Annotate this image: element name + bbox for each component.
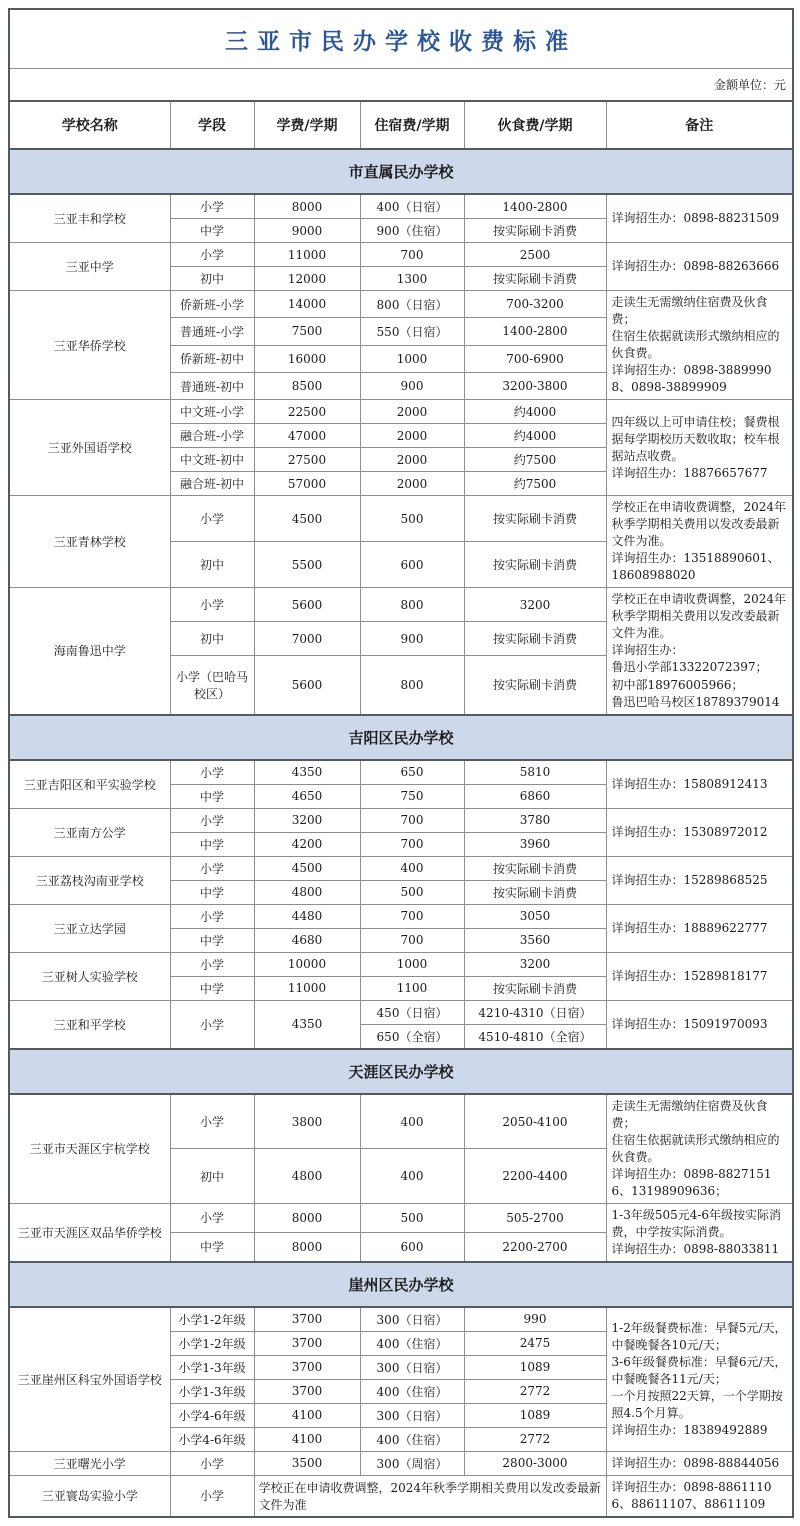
table-row xyxy=(9,808,793,832)
remark-line: 详询招生办：0898-88611106、88611107、88611109 xyxy=(611,1479,772,1511)
meal-cell: 1400-2800 xyxy=(464,194,606,219)
remark-line: 详询招生办：18876657677 xyxy=(611,465,768,480)
tuition-cell: 57000 xyxy=(254,472,360,496)
tuition-cell: 4500 xyxy=(254,496,360,542)
board-cell: 600 xyxy=(360,1232,464,1262)
stage-cell: 普通班-初中 xyxy=(170,372,254,399)
meal-cell: 3780 xyxy=(464,808,606,832)
remark-cell xyxy=(606,291,793,400)
remark-line: 初中部18976005966； xyxy=(611,677,744,692)
meal-cell: 按实际刷卡消费 xyxy=(464,622,606,656)
remark-line: 详询招生办：0898-38899908、0898-38899909 xyxy=(611,363,772,395)
school-name-cell: 三亚和平学校 xyxy=(9,1000,170,1049)
meal-cell: 约4000 xyxy=(464,424,606,448)
table-row xyxy=(9,1307,793,1332)
board-cell: 400（住宿） xyxy=(360,1427,464,1451)
board-cell: 800 xyxy=(360,588,464,622)
section-header: 市直属民办学校 xyxy=(9,149,793,194)
board-cell: 400 xyxy=(360,856,464,880)
section-header: 吉阳区民办学校 xyxy=(9,715,793,760)
stage-cell: 小学1-3年级 xyxy=(170,1355,254,1379)
stage-cell: 中文班-初中 xyxy=(170,448,254,472)
board-cell: 1000 xyxy=(360,952,464,976)
tuition-cell: 8000 xyxy=(254,1232,360,1262)
stage-cell: 小学 xyxy=(170,760,254,785)
stage-cell: 侨新班-初中 xyxy=(170,345,254,372)
section-header: 崖州区民办学校 xyxy=(9,1262,793,1307)
board-cell: 400 xyxy=(360,1149,464,1203)
remark-line: 详询招生办：15091970093 xyxy=(611,1016,768,1031)
tuition-cell: 11000 xyxy=(254,243,360,267)
tuition-cell: 22500 xyxy=(254,400,360,424)
meal-cell: 按实际刷卡消费 xyxy=(464,856,606,880)
stage-cell: 初中 xyxy=(170,267,254,291)
remark-line: 详询招生办：0898-88271516、13198909636； xyxy=(611,1166,772,1198)
tuition-cell: 4680 xyxy=(254,928,360,952)
remark-line: 住宿生依据就读形式缴纳相应的伙食费。 xyxy=(611,329,780,361)
board-cell: 400（住宿） xyxy=(360,1331,464,1355)
tuition-cell: 4650 xyxy=(254,784,360,808)
tuition-cell: 7000 xyxy=(254,622,360,656)
tuition-cell: 5600 xyxy=(254,588,360,622)
stage-cell: 初中 xyxy=(170,1149,254,1203)
board-cell: 1300 xyxy=(360,267,464,291)
school-name-cell: 三亚崖州区科宝外国语学校 xyxy=(9,1307,170,1452)
meal-cell: 按实际刷卡消费 xyxy=(464,656,606,715)
school-name-cell: 三亚市天涯区宇杭学校 xyxy=(9,1094,170,1204)
meal-cell: 约7500 xyxy=(464,448,606,472)
remark-line: 鲁迅小学部13322072397； xyxy=(611,660,768,675)
board-cell: 2000 xyxy=(360,448,464,472)
remark-cell xyxy=(606,952,793,1000)
stage-cell: 小学 xyxy=(170,1475,254,1517)
tuition-cell: 12000 xyxy=(254,267,360,291)
meal-cell: 约7500 xyxy=(464,472,606,496)
board-cell: 900 xyxy=(360,622,464,656)
stage-cell: 中学 xyxy=(170,832,254,856)
remark-cell xyxy=(606,760,793,809)
tuition-cell: 9000 xyxy=(254,219,360,243)
board-cell: 2000 xyxy=(360,400,464,424)
table-row xyxy=(9,400,793,424)
board-cell: 700 xyxy=(360,832,464,856)
fee-table xyxy=(8,8,794,1518)
remark-line: 详询招生办：0898-88033811 xyxy=(611,1241,780,1256)
remark-line: 鲁迅巴哈马校区18789379014 xyxy=(611,694,780,709)
stage-cell: 小学4-6年级 xyxy=(170,1403,254,1427)
remark-line: 走读生无需缴纳住宿费及伙食费； xyxy=(611,295,768,327)
stage-cell: 小学 xyxy=(170,496,254,542)
stage-cell: 中学 xyxy=(170,1232,254,1262)
meal-cell: 约4000 xyxy=(464,400,606,424)
stage-cell: 小学 xyxy=(170,904,254,928)
meal-cell: 1400-2800 xyxy=(464,318,606,345)
tuition-cell: 4800 xyxy=(254,880,360,904)
tuition-cell: 27500 xyxy=(254,448,360,472)
title-cell xyxy=(9,9,793,69)
remark-cell xyxy=(606,400,793,496)
meal-cell: 2772 xyxy=(464,1427,606,1451)
board-cell: 700 xyxy=(360,904,464,928)
school-name-cell: 三亚南方公学 xyxy=(9,808,170,856)
tuition-cell: 10000 xyxy=(254,952,360,976)
board-cell: 2000 xyxy=(360,472,464,496)
stage-cell: 初中 xyxy=(170,542,254,588)
remark-cell xyxy=(606,496,793,588)
board-cell: 300（日宿） xyxy=(360,1355,464,1379)
stage-cell: 小学4-6年级 xyxy=(170,1427,254,1451)
stage-cell: 小学1-3年级 xyxy=(170,1379,254,1403)
meal-cell: 3960 xyxy=(464,832,606,856)
table-row xyxy=(9,1475,793,1517)
meal-cell: 700-6900 xyxy=(464,345,606,372)
board-cell: 750 xyxy=(360,784,464,808)
stage-cell: 小学 xyxy=(170,1203,254,1232)
board-cell: 900 xyxy=(360,372,464,399)
school-name-cell: 三亚华侨学校 xyxy=(9,291,170,400)
remark-line: 详询招生办：0898-88263666 xyxy=(611,258,780,273)
board-cell: 500 xyxy=(360,1203,464,1232)
board-cell: 300（日宿） xyxy=(360,1307,464,1332)
stage-cell: 小学（巴哈马校区） xyxy=(170,656,254,715)
table-row xyxy=(9,1451,793,1475)
stage-cell: 中学 xyxy=(170,784,254,808)
tuition-cell: 4100 xyxy=(254,1403,360,1427)
meal-cell: 1089 xyxy=(464,1403,606,1427)
remark-cell xyxy=(606,243,793,291)
meal-cell: 2772 xyxy=(464,1379,606,1403)
board-cell: 450（日宿） xyxy=(360,1000,464,1024)
stage-cell: 小学 xyxy=(170,588,254,622)
school-name-cell: 三亚立达学园 xyxy=(9,904,170,952)
tuition-cell: 7500 xyxy=(254,318,360,345)
tuition-cell: 5600 xyxy=(254,656,360,715)
stage-cell: 小学 xyxy=(170,952,254,976)
remark-line: 详询招生办：18389492889 xyxy=(611,1422,768,1437)
tuition-cell: 3700 xyxy=(254,1355,360,1379)
remark-line: 详询招生办：13518890601、18608988020 xyxy=(611,551,780,583)
school-name-cell: 三亚树人实验学校 xyxy=(9,952,170,1000)
remark-cell xyxy=(606,1094,793,1204)
stage-cell: 中学 xyxy=(170,928,254,952)
remark-line: 详询招生办：15308972012 xyxy=(611,824,768,839)
tuition-cell: 3700 xyxy=(254,1331,360,1355)
meal-cell: 按实际刷卡消费 xyxy=(464,496,606,542)
meal-cell: 按实际刷卡消费 xyxy=(464,267,606,291)
section-header: 天涯区民办学校 xyxy=(9,1049,793,1094)
board-cell: 700 xyxy=(360,928,464,952)
board-cell: 300（日宿） xyxy=(360,1403,464,1427)
unit-note: 金额单位：元 xyxy=(9,69,793,102)
table-row xyxy=(9,496,793,542)
tuition-cell: 8000 xyxy=(254,1203,360,1232)
tuition-cell: 11000 xyxy=(254,976,360,1000)
section-row xyxy=(9,149,793,194)
remark-cell xyxy=(606,904,793,952)
col-header-board: 住宿费/学期 xyxy=(360,101,464,149)
meal-cell: 按实际刷卡消费 xyxy=(464,219,606,243)
tuition-cell: 3500 xyxy=(254,1451,360,1475)
meal-cell: 4510-4810（全宿） xyxy=(464,1024,606,1049)
meal-cell: 700-3200 xyxy=(464,291,606,318)
remark-line: 一个月按照22天算，一个学期按照4.5个月算。 xyxy=(611,1388,783,1420)
meal-cell: 5810 xyxy=(464,760,606,785)
meal-cell: 3560 xyxy=(464,928,606,952)
page-title: 三亚市民办学校收费标准 xyxy=(225,28,577,55)
stage-cell: 小学 xyxy=(170,1000,254,1049)
section-row xyxy=(9,1262,793,1307)
meal-cell: 6860 xyxy=(464,784,606,808)
stage-cell: 小学 xyxy=(170,1451,254,1475)
board-cell: 800 xyxy=(360,656,464,715)
meal-cell: 3200 xyxy=(464,588,606,622)
tuition-cell: 3800 xyxy=(254,1094,360,1149)
remark-cell xyxy=(606,194,793,243)
meal-cell: 2050-4100 xyxy=(464,1094,606,1149)
meal-cell: 2500 xyxy=(464,243,606,267)
board-cell: 700 xyxy=(360,808,464,832)
tuition-cell: 4480 xyxy=(254,904,360,928)
table-body xyxy=(9,149,793,1517)
remark-line: 四年级以上可申请住校；餐费根据每学期校历天数收取；校车根据站点收费。 xyxy=(611,414,780,463)
stage-cell: 融合班-小学 xyxy=(170,424,254,448)
tuition-cell: 4200 xyxy=(254,832,360,856)
stage-cell: 融合班-初中 xyxy=(170,472,254,496)
meal-cell: 2200-2700 xyxy=(464,1232,606,1262)
table-row xyxy=(9,1203,793,1232)
meal-cell: 4210-4310（日宿） xyxy=(464,1000,606,1024)
board-cell: 650（全宿） xyxy=(360,1024,464,1049)
table-row xyxy=(9,194,793,219)
section-row xyxy=(9,715,793,760)
school-name-cell: 海南鲁迅中学 xyxy=(9,588,170,715)
remark-cell xyxy=(606,1475,793,1517)
tuition-cell: 47000 xyxy=(254,424,360,448)
school-name-cell: 三亚青林学校 xyxy=(9,496,170,588)
section-row xyxy=(9,1049,793,1094)
col-header-stage: 学段 xyxy=(170,101,254,149)
meal-cell: 3200-3800 xyxy=(464,372,606,399)
remark-line: 详询招生办： xyxy=(611,643,684,658)
stage-cell: 中学 xyxy=(170,880,254,904)
table-row xyxy=(9,760,793,785)
school-name-cell: 三亚外国语学校 xyxy=(9,400,170,496)
board-cell: 2000 xyxy=(360,424,464,448)
meal-cell: 2475 xyxy=(464,1331,606,1355)
stage-cell: 小学1-2年级 xyxy=(170,1307,254,1332)
table-row xyxy=(9,1000,793,1024)
board-cell: 800（日宿） xyxy=(360,291,464,318)
remark-line: 住宿生依据就读形式缴纳相应的伙食费。 xyxy=(611,1132,780,1164)
remark-cell xyxy=(606,1000,793,1049)
stage-cell: 普通班-小学 xyxy=(170,318,254,345)
board-cell: 700 xyxy=(360,243,464,267)
table-row xyxy=(9,588,793,622)
remark-line: 1-2年级餐费标准：早餐5元/天，中餐晚餐各10元/天； xyxy=(611,1320,787,1352)
stage-cell: 侨新班-小学 xyxy=(170,291,254,318)
meal-cell: 2200-4400 xyxy=(464,1149,606,1203)
tuition-cell: 16000 xyxy=(254,345,360,372)
school-name-cell: 三亚荔枝沟南亚学校 xyxy=(9,856,170,904)
stage-cell: 初中 xyxy=(170,622,254,656)
remark-line: 学校正在申请收费调整，2024年秋季学期相关费用以发改委最新文件为准。 xyxy=(611,592,787,641)
table-row xyxy=(9,904,793,928)
tuition-cell: 3700 xyxy=(254,1307,360,1332)
school-name-cell: 三亚市天涯区双品华侨学校 xyxy=(9,1203,170,1262)
meal-cell: 990 xyxy=(464,1307,606,1332)
remark-line: 3-6年级餐费标准：早餐6元/天，中餐晚餐各11元/天； xyxy=(611,1354,787,1386)
board-cell: 300（周宿） xyxy=(360,1451,464,1475)
board-cell: 650 xyxy=(360,760,464,785)
tuition-cell: 4500 xyxy=(254,856,360,880)
school-name-cell: 三亚吉阳区和平实验学校 xyxy=(9,760,170,809)
stage-cell: 小学1-2年级 xyxy=(170,1331,254,1355)
remark-line: 详询招生办：0898-88231509 xyxy=(611,210,780,225)
remark-cell xyxy=(606,1307,793,1452)
stage-cell: 小学 xyxy=(170,856,254,880)
remark-line: 详询招生办：18889622777 xyxy=(611,920,768,935)
title-row xyxy=(9,9,793,69)
tuition-cell: 4800 xyxy=(254,1149,360,1203)
remark-line: 详询招生办：15808912413 xyxy=(611,776,768,791)
meal-cell: 3200 xyxy=(464,952,606,976)
tuition-cell: 5500 xyxy=(254,542,360,588)
meal-cell: 1089 xyxy=(464,1355,606,1379)
remark-line: 详询招生办：15289818177 xyxy=(611,968,768,983)
stage-cell: 中学 xyxy=(170,976,254,1000)
remark-line: 学校正在申请收费调整，2024年秋季学期相关费用以发改委最新文件为准。 xyxy=(611,500,787,549)
merged-note-cell: 学校正在申请收费调整，2024年秋季学期相关费用以发改委最新文件为准 xyxy=(254,1475,606,1517)
table-row xyxy=(9,243,793,267)
school-name-cell: 三亚中学 xyxy=(9,243,170,291)
table-row xyxy=(9,952,793,976)
table-row xyxy=(9,291,793,318)
board-cell: 550（日宿） xyxy=(360,318,464,345)
unit-row xyxy=(9,69,793,102)
stage-cell: 中学 xyxy=(170,219,254,243)
remark-line: 走读生无需缴纳住宿费及伙食费； xyxy=(611,1098,768,1130)
stage-cell: 中文班-小学 xyxy=(170,400,254,424)
board-cell: 900（住宿） xyxy=(360,219,464,243)
tuition-cell: 4350 xyxy=(254,760,360,785)
stage-cell: 小学 xyxy=(170,1094,254,1149)
tuition-cell: 4100 xyxy=(254,1427,360,1451)
board-cell: 1100 xyxy=(360,976,464,1000)
stage-cell: 小学 xyxy=(170,808,254,832)
meal-cell: 505-2700 xyxy=(464,1203,606,1232)
remark-line: 详询招生办：15289868525 xyxy=(611,872,768,887)
stage-cell: 小学 xyxy=(170,194,254,219)
remark-cell xyxy=(606,808,793,856)
meal-cell: 按实际刷卡消费 xyxy=(464,880,606,904)
remark-cell xyxy=(606,1451,793,1475)
header-row xyxy=(9,101,793,149)
remark-line: 详询招生办：0898-88844056 xyxy=(611,1455,780,1470)
meal-cell: 3050 xyxy=(464,904,606,928)
col-header-school: 学校名称 xyxy=(9,101,170,149)
table-row xyxy=(9,1094,793,1149)
meal-cell: 2800-3000 xyxy=(464,1451,606,1475)
board-cell: 500 xyxy=(360,496,464,542)
tuition-cell: 8500 xyxy=(254,372,360,399)
board-cell: 400（日宿） xyxy=(360,194,464,219)
meal-cell: 按实际刷卡消费 xyxy=(464,542,606,588)
board-cell: 600 xyxy=(360,542,464,588)
col-header-remark: 备注 xyxy=(606,101,793,149)
remark-cell xyxy=(606,1203,793,1262)
remark-cell xyxy=(606,856,793,904)
tuition-cell: 3700 xyxy=(254,1379,360,1403)
table-row xyxy=(9,856,793,880)
board-cell: 500 xyxy=(360,880,464,904)
stage-cell: 小学 xyxy=(170,243,254,267)
tuition-cell: 14000 xyxy=(254,291,360,318)
tuition-cell: 4350 xyxy=(254,1000,360,1049)
school-name-cell: 三亚曙光小学 xyxy=(9,1451,170,1475)
board-cell: 400（住宿） xyxy=(360,1379,464,1403)
board-cell: 1000 xyxy=(360,345,464,372)
tuition-cell: 3200 xyxy=(254,808,360,832)
meal-cell: 按实际刷卡消费 xyxy=(464,976,606,1000)
remark-cell xyxy=(606,588,793,715)
tuition-cell: 8000 xyxy=(254,194,360,219)
school-name-cell: 三亚寰岛实验小学 xyxy=(9,1475,170,1517)
school-name-cell: 三亚丰和学校 xyxy=(9,194,170,243)
board-cell: 400 xyxy=(360,1094,464,1149)
col-header-tuition: 学费/学期 xyxy=(254,101,360,149)
col-header-meal: 伙食费/学期 xyxy=(464,101,606,149)
remark-line: 1-3年级505元4-6年级按实际消费，中学按实际消费。 xyxy=(611,1207,782,1239)
